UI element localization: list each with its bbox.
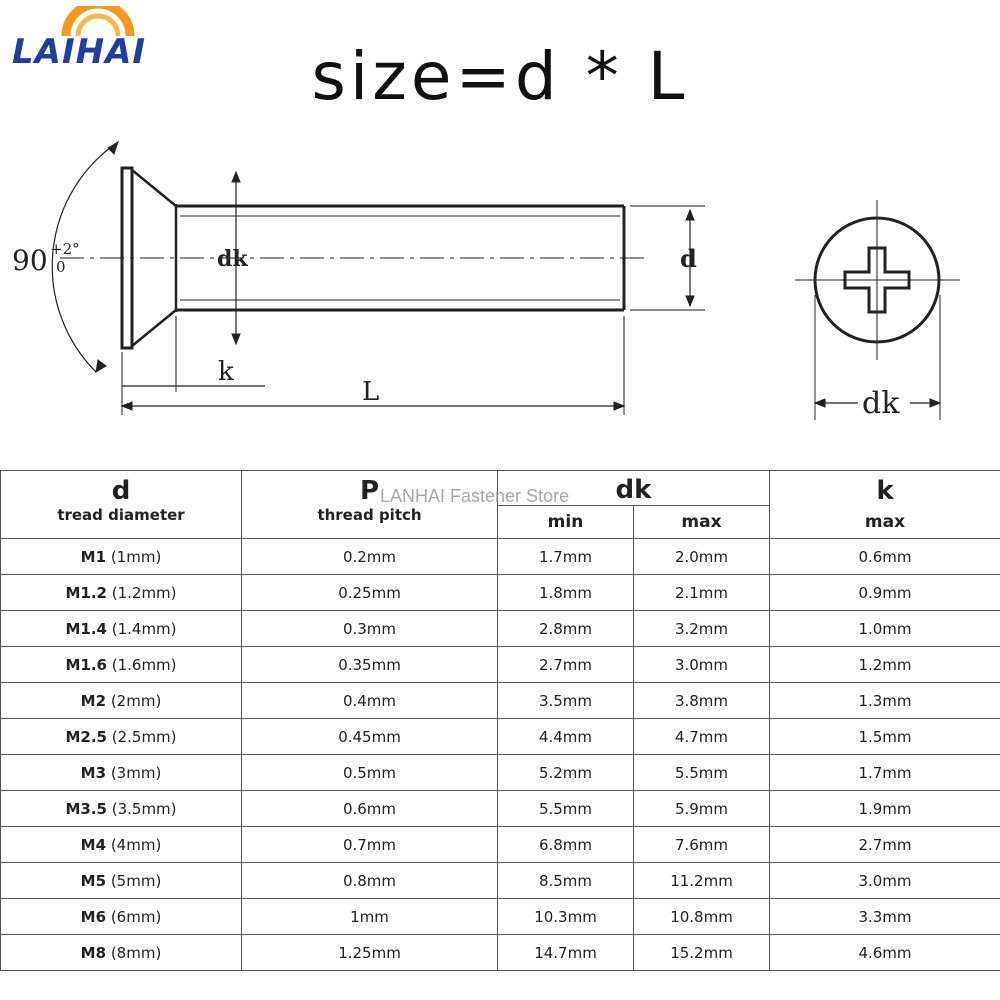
dk-side-label: dk [217,246,248,272]
screw-side-view [52,142,705,415]
size-mm: (1.4mm) [111,619,177,638]
dk-min-cell: 1.7mm [498,539,634,575]
size-mm: (5mm) [110,871,162,890]
size-code: M2.5 [65,727,107,746]
dk-max-cell: 3.0mm [634,647,770,683]
dk-max-cell: 2.1mm [634,575,770,611]
size-cell [1,611,242,647]
dk-min-cell: 2.8mm [498,611,634,647]
L-label: L [362,377,380,407]
pitch-cell: 0.45mm [242,719,498,755]
size-mm: (2mm) [110,691,162,710]
size-code: M1.2 [65,583,107,602]
size-cell [1,647,242,683]
size-code: M6 [80,907,107,926]
size-cell [1,575,242,611]
pitch-cell: 0.4mm [242,683,498,719]
k-max-cell: 4.6mm [770,935,1000,971]
pitch-cell: 0.6mm [242,791,498,827]
pitch-cell: 0.3mm [242,611,498,647]
pitch-cell: 0.2mm [242,539,498,575]
header-k: k [770,471,1000,506]
size-mm: (4mm) [110,835,162,854]
table-row [1,647,1000,683]
table-row [1,611,1000,647]
size-mm: (3.5mm) [111,799,177,818]
dk-max-cell: 5.9mm [634,791,770,827]
size-cell [1,863,242,899]
k-max-cell: 0.9mm [770,575,1000,611]
pitch-cell: 1mm [242,899,498,935]
table-row [1,719,1000,755]
size-mm: (8mm) [110,943,162,962]
table-body [1,539,1000,971]
size-cell [1,827,242,863]
dk-max-cell: 5.5mm [634,755,770,791]
table-row [1,935,1000,971]
k-max-cell: 2.7mm [770,827,1000,863]
size-cell [1,755,242,791]
table-row [1,791,1000,827]
d-label: d [680,244,697,273]
dk-min-cell: 6.8mm [498,827,634,863]
size-cell [1,935,242,971]
table-row [1,827,1000,863]
dk-max-cell: 3.8mm [634,683,770,719]
size-code: M1.4 [65,619,107,638]
dk-min-cell: 1.8mm [498,575,634,611]
angle-minus-tolerance: 0 [56,258,66,276]
k-max-cell: 0.6mm [770,539,1000,575]
k-max-cell: 3.0mm [770,863,1000,899]
dk-max-cell: 11.2mm [634,863,770,899]
dk-min-cell: 5.5mm [498,791,634,827]
size-mm: (1mm) [110,547,162,566]
size-cell [1,791,242,827]
table-row [1,575,1000,611]
pitch-cell: 1.25mm [242,935,498,971]
pitch-cell: 0.5mm [242,755,498,791]
dk-max-cell: 3.2mm [634,611,770,647]
k-max-cell: 3.3mm [770,899,1000,935]
size-code: M1.6 [65,655,107,674]
dk-max-cell: 4.7mm [634,719,770,755]
pitch-cell: 0.8mm [242,863,498,899]
table-row [1,539,1000,575]
size-code: M1 [80,547,107,566]
dk-max-cell: 15.2mm [634,935,770,971]
size-formula-title: size=d * L [311,38,689,115]
size-code: M3.5 [65,799,107,818]
k-max-cell: 1.7mm [770,755,1000,791]
size-cell [1,683,242,719]
size-cell [1,899,242,935]
size-code: M2 [80,691,107,710]
header-dk-max: max [634,506,770,539]
dk-min-cell: 8.5mm [498,863,634,899]
table-row [1,863,1000,899]
size-mm: (2.5mm) [111,727,177,746]
k-max-cell: 1.5mm [770,719,1000,755]
k-max-cell: 1.0mm [770,611,1000,647]
pitch-cell: 0.35mm [242,647,498,683]
dk-min-cell: 4.4mm [498,719,634,755]
header-d: d [1,471,242,506]
dk-head-label: dk [862,386,900,421]
size-mm: (1.2mm) [111,583,177,602]
screw-technical-drawing [0,120,1000,470]
dk-min-cell: 2.7mm [498,647,634,683]
k-label: k [218,357,234,387]
header-dk: dk [498,471,770,506]
store-watermark: LANHAI Fastener Store [380,486,570,506]
table-row [1,899,1000,935]
size-code: M4 [80,835,107,854]
dk-min-cell: 14.7mm [498,935,634,971]
dk-max-cell: 10.8mm [634,899,770,935]
dk-min-cell: 10.3mm [498,899,634,935]
k-max-cell: 1.2mm [770,647,1000,683]
size-code: M5 [80,871,107,890]
size-mm: (1.6mm) [111,655,177,674]
header-p-sub: thread pitch [242,506,498,539]
size-cell [1,719,242,755]
size-cell [1,539,242,575]
header-dk-min: min [498,506,634,539]
dk-min-cell: 5.2mm [498,755,634,791]
dk-min-cell: 3.5mm [498,683,634,719]
size-code: M3 [80,763,107,782]
dk-max-cell: 2.0mm [634,539,770,575]
logo-text: LAIHAI [12,32,147,72]
table-row [1,683,1000,719]
table-row [1,755,1000,791]
pitch-cell: 0.7mm [242,827,498,863]
size-code: M8 [80,943,107,962]
size-mm: (3mm) [110,763,162,782]
header-p: P [242,471,498,506]
k-max-cell: 1.3mm [770,683,1000,719]
specification-table [0,470,1000,971]
size-mm: (6mm) [110,907,162,926]
header-d-sub: tread diameter [1,506,242,539]
pitch-cell: 0.25mm [242,575,498,611]
angle-plus-tolerance: +2° [50,240,80,258]
angle-label: 90 [12,244,48,277]
header-k-sub: max [770,506,1000,539]
k-max-cell: 1.9mm [770,791,1000,827]
dk-max-cell: 7.6mm [634,827,770,863]
